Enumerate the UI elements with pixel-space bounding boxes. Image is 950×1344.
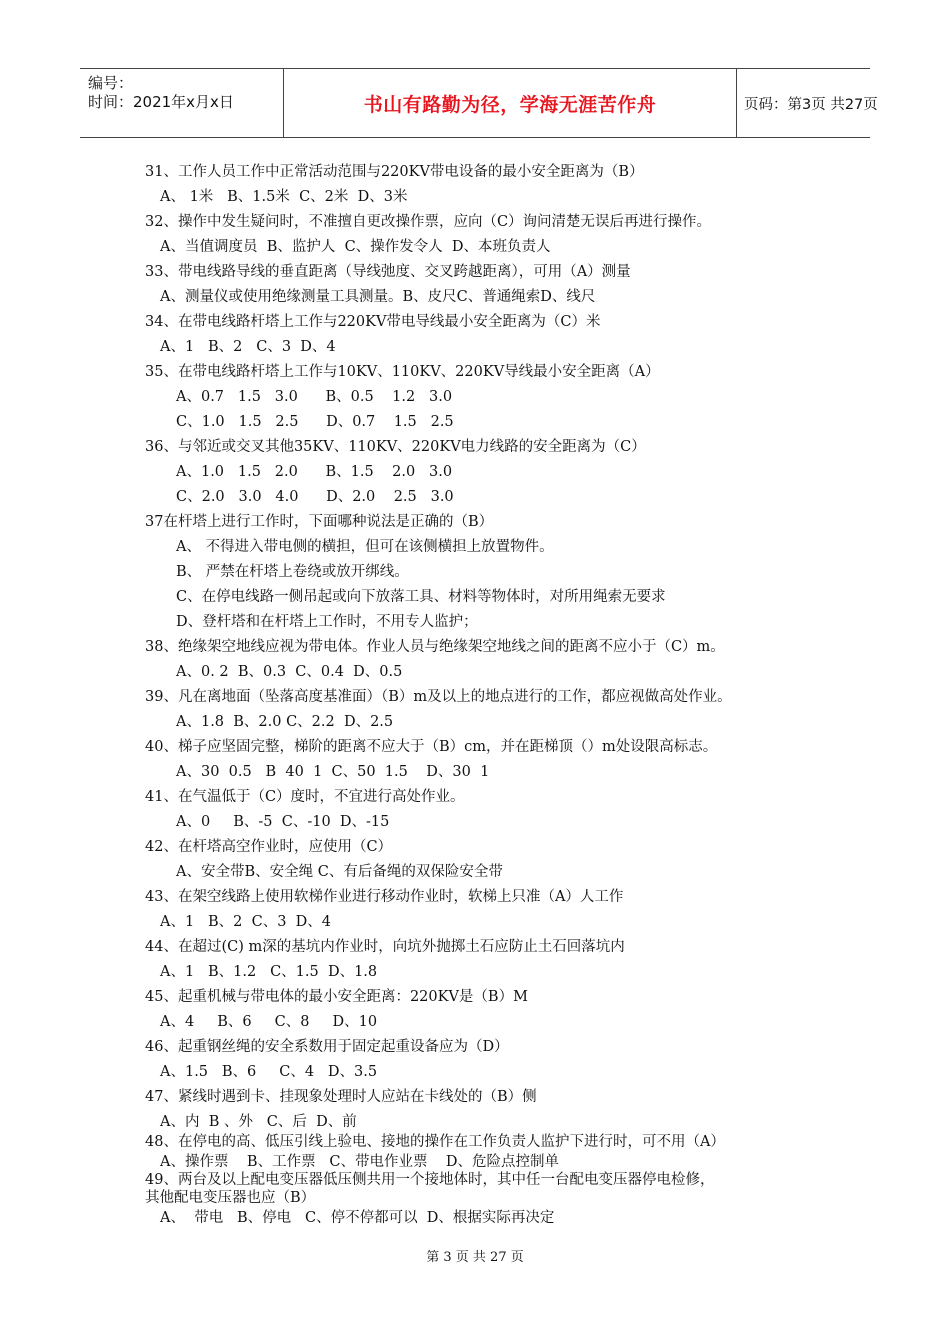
option-line: A、1.8 B、2.0 C、2.2 D、2.5 bbox=[176, 714, 394, 730]
question-line: 37在杆塔上进行工作时，下面哪种说法是正确的（B） bbox=[145, 514, 494, 530]
option-line: A、1 B、1.2 C、1.5 D、1.8 bbox=[160, 964, 378, 980]
date-line: 时间：2021年x月x日 bbox=[88, 93, 234, 111]
option-line: A、 1米 B、1.5米 C、2米 D、3米 bbox=[160, 189, 408, 205]
option-line: A、安全带B、安全绳 C、有后备绳的双保险安全带 bbox=[176, 864, 503, 880]
page-info: 页码：第3页 共27页 bbox=[744, 96, 878, 113]
page-footer: 第 3 页 共 27 页 bbox=[426, 1250, 524, 1265]
question-line: 33、带电线路导线的垂直距离（导线弛度、交叉跨越距离），可用（A）测量 bbox=[145, 264, 631, 280]
question-line: 39、凡在离地面（坠落高度基准面）（B）m及以上的地点进行的工作，都应视做高处作业。 bbox=[145, 689, 732, 705]
option-line: A、1 B、2 C、3 D、4 bbox=[160, 914, 332, 930]
option-line: A、1.5 B、6 C、4 D、3.5 bbox=[160, 1064, 378, 1080]
question-line: 43、在架空线路上使用软梯作业进行移动作业时，软梯上只准（A）人工作 bbox=[145, 889, 624, 905]
header-left-cell bbox=[80, 69, 283, 137]
option-line: C、1.0 1.5 2.5 D、0.7 1.5 2.5 bbox=[176, 414, 454, 430]
option-line: A、 不得进入带电侧的横担，但可在该侧横担上放置物件。 bbox=[176, 539, 554, 555]
question-line: 40、梯子应坚固完整，梯阶的距离不应大于（B）cm，并在距梯顶（）m处设限高标志。 bbox=[145, 739, 718, 755]
option-line: A、 带电 B、停电 C、停不停都可以 D、根据实际再决定 bbox=[160, 1210, 555, 1226]
option-line: B、 严禁在杆塔上卷绕或放开绑线。 bbox=[176, 564, 409, 580]
option-line: A、0 B、-5 C、-10 D、-15 bbox=[176, 814, 390, 830]
option-line: A、操作票 B、工作票 C、带电作业票 D、危险点控制单 bbox=[160, 1154, 560, 1170]
option-line: C、2.0 3.0 4.0 D、2.0 2.5 3.0 bbox=[176, 489, 454, 505]
question-line: 48、在停电的高、低压引线上验电、接地的操作在工作负责人监护下进行时，可不用（A） bbox=[145, 1134, 725, 1150]
question-line: 42、在杆塔高空作业时，应使用（C） bbox=[145, 839, 393, 855]
option-line: A、测量仪或使用绝缘测量工具测量。B、皮尺C、普通绳索D、线尺 bbox=[160, 289, 596, 305]
question-line: 34、在带电线路杆塔上工作与220KV带电导线最小安全距离为（C）米 bbox=[145, 314, 601, 330]
question-line: 45、起重机械与带电体的最小安全距离：220KV是（B）M bbox=[145, 989, 528, 1005]
question-line: 其他配电变压器也应（B） bbox=[145, 1190, 316, 1206]
option-line: A、0. 2 B、0.3 C、0.4 D、0.5 bbox=[176, 664, 403, 680]
motto: 书山有路勤为径，学海无涯苦作舟 bbox=[363, 93, 657, 116]
question-line: 31、工作人员工作中正常活动范围与220KV带电设备的最小安全距离为（B） bbox=[145, 164, 644, 180]
question-line: 44、在超过(C) m深的基坑内作业时，向坑外抛掷土石应防止土石回落坑内 bbox=[145, 939, 625, 955]
header-middle-cell bbox=[283, 69, 737, 137]
option-line: A、4 B、6 C、8 D、10 bbox=[160, 1014, 378, 1030]
question-line: 49、两台及以上配电变压器低压侧共用一个接地体时，其中任一台配电变压器停电检修， bbox=[145, 1172, 715, 1188]
question-line: 32、操作中发生疑问时，不准擅自更改操作票，应向（C）询问清楚无误后再进行操作。 bbox=[145, 214, 712, 230]
option-line: A、30 0.5 B 40 1 C、50 1.5 D、30 1 bbox=[176, 764, 490, 780]
option-line: A、内 B 、外 C、后 D、前 bbox=[160, 1114, 357, 1130]
option-line: A、当值调度员 B、监护人 C、操作发令人 D、本班负责人 bbox=[160, 239, 551, 255]
question-line: 36、与邻近或交叉其他35KV、110KV、220KV电力线路的安全距离为（C） bbox=[145, 439, 646, 455]
option-line: C、在停电线路一侧吊起或向下放落工具、材料等物体时，对所用绳索无要求 bbox=[176, 589, 666, 605]
option-line: D、登杆塔和在杆塔上工作时，不用专人监护； bbox=[176, 614, 478, 630]
question-line: 46、起重钢丝绳的安全系数用于固定起重设备应为（D） bbox=[145, 1039, 509, 1055]
page-header bbox=[80, 68, 878, 138]
option-line: A、1.0 1.5 2.0 B、1.5 2.0 3.0 bbox=[176, 464, 453, 480]
question-line: 47、紧线时遇到卡、挂现象处理时人应站在卡线处的（B）侧 bbox=[145, 1089, 537, 1105]
question-line: 38、绝缘架空地线应视为带电体。作业人员与绝缘架空地线之间的距离不应小于（C）m。 bbox=[145, 639, 725, 655]
option-line: A、1 B、2 C、3 D、4 bbox=[160, 339, 336, 355]
question-line: 35、在带电线路杆塔上工作与10KV、110KV、220KV导线最小安全距离（A） bbox=[145, 364, 660, 380]
header-right-cell bbox=[736, 69, 878, 137]
serial-label: 编号： bbox=[88, 74, 134, 92]
option-line: A、0.7 1.5 3.0 B、0.5 1.2 3.0 bbox=[176, 389, 453, 405]
question-line: 41、在气温低于（C）度时，不宜进行高处作业。 bbox=[145, 789, 465, 805]
